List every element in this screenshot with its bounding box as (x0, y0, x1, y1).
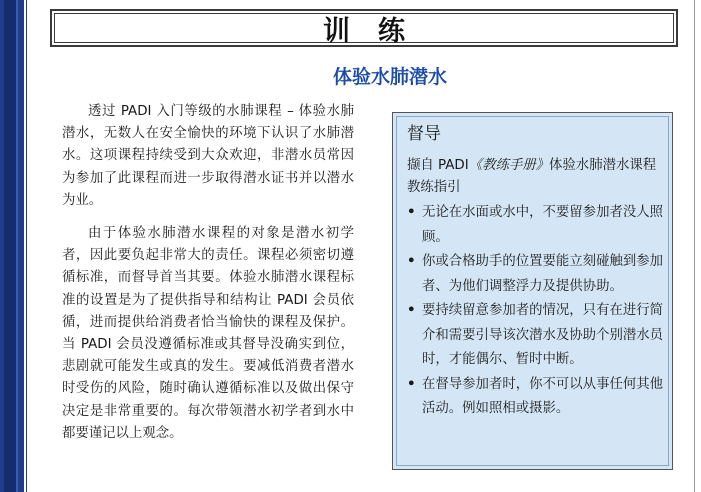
sidebar-intro-manual-title: 《教练手册》 (468, 158, 550, 173)
bullet-icon: • (407, 303, 416, 318)
list-item (407, 250, 669, 299)
left-rule-line (26, 0, 27, 492)
sidebar-intro (407, 155, 669, 198)
bullet-icon: • (407, 205, 416, 220)
supervision-sidebar (392, 112, 673, 470)
list-item-text: 你或合格助手的位置要能立刻碰触到参加者、为他们调整浮力及提供协助。 (422, 254, 664, 294)
sidebar-intro-prefix: 撷自 PADI (407, 158, 469, 173)
left-decorative-bar-inner (4, 0, 18, 492)
list-item-text: 在督导参加者时，你不可以从事任何其他活动。例如照相或摄影。 (422, 376, 664, 416)
list-item-text: 无论在水面或水中，不要留参加者没人照顾。 (422, 205, 664, 245)
bullet-icon: • (407, 254, 416, 269)
list-item (407, 373, 669, 422)
section-subtitle: 体验水肺潜水 (332, 66, 447, 88)
body-paragraph-1: 透过 PADI 入门等级的水肺课程 – 体验水肺潜水，无数人在安全愉快的环境下认识了水肺潜水。这项课程持续受到大众欢迎，非潜水员常因为参加了此课程而进一步取得潜水证书并以潜水为业。 (62, 104, 354, 208)
sidebar-intro-suffix: 体验水肺潜水课程教练指引 (407, 158, 657, 195)
list-item (407, 201, 669, 250)
page-title-box (50, 9, 678, 47)
sidebar-bullet-list (407, 201, 669, 422)
body-paragraph-2: 由于体验水肺潜水课程的对象是潜水初学者，因此要负起非常大的责任。课程必须密切遵循标准，而督导首当其要。体验水肺潜水课程标准的设置是为了提供指导和结构让 PADI 会员依循，进而提供给消费者恰当愉快的课程及保护。当 PADI 会员没遵循标准或其督导没确实到位，悲剧就可能发生或真的发生。要减低消费者潜水时受伤的风险，随时确认遵循标准以及做出保守决定是非常重要的。每次带领潜水初学者到水中都要谨记以上观念。 (62, 226, 354, 441)
list-item (407, 299, 669, 373)
right-rule-line (694, 0, 695, 492)
body-text-column (62, 101, 354, 456)
bullet-icon: • (407, 376, 416, 392)
sidebar-heading: 督导 (407, 124, 441, 144)
page-title: 训练 (323, 15, 433, 47)
list-item-text: 要持续留意参加者的情况，只有在进行简介和需要引导该次潜水及协助个别潜水员时，才能偶尔、暂时中断。 (422, 303, 664, 367)
